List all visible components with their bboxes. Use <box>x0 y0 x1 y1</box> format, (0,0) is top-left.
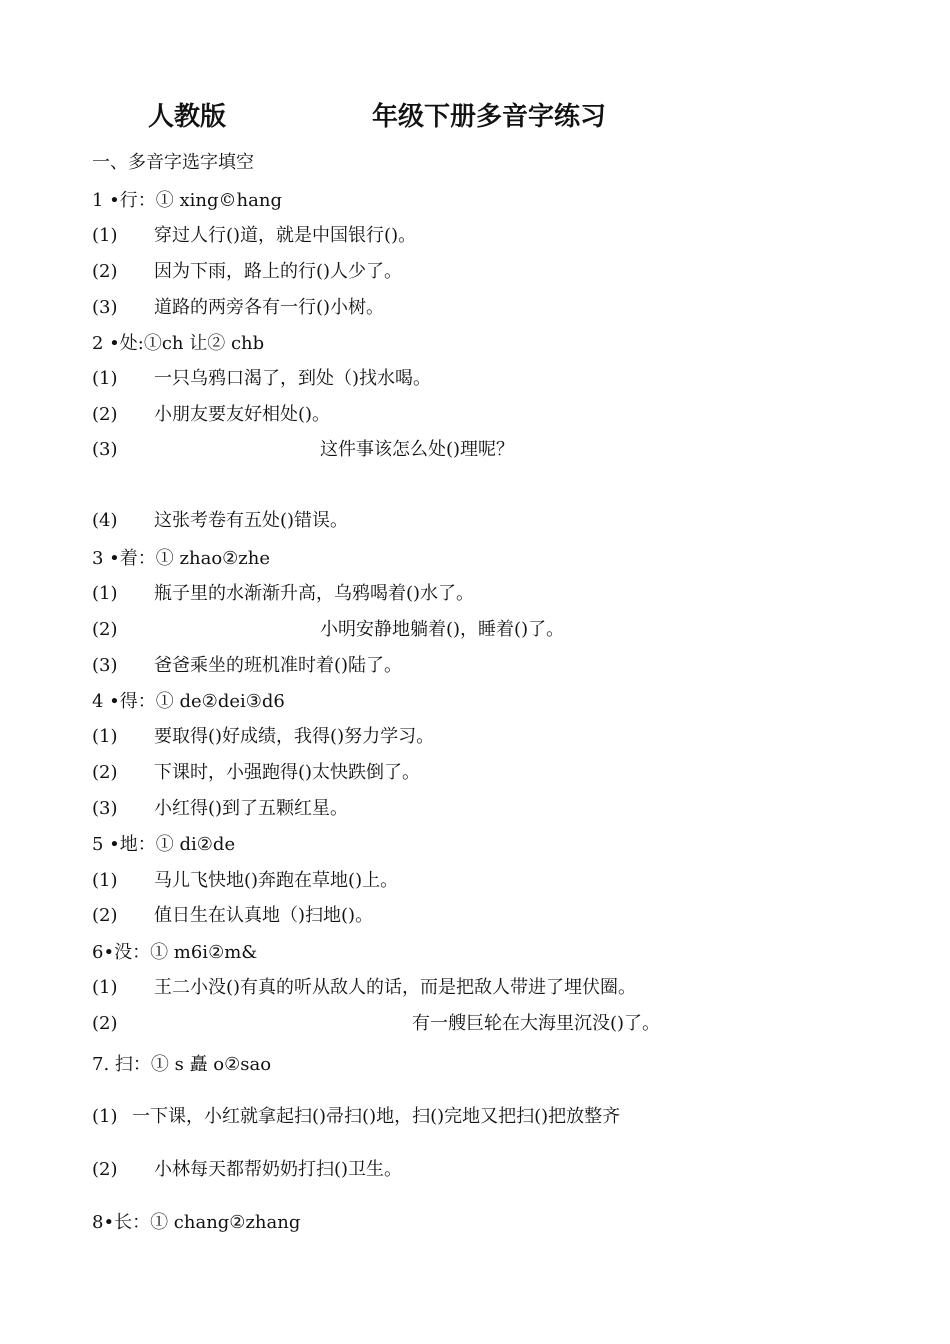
question-head-3: 3 •着：① zhao②zhe <box>92 548 271 569</box>
item-text: 要取得()好成绩，我得()努力学习。 <box>154 726 435 747</box>
item-text: 马儿飞快地()奔跑在草地()上。 <box>154 870 399 891</box>
question-item <box>92 367 431 391</box>
item-text: 穿过人行()道，就是中国银行()。 <box>154 225 417 246</box>
item-number: (1) <box>92 726 118 747</box>
question-item <box>92 296 384 320</box>
item-text: 道路的两旁各有一行()小树。 <box>154 297 385 318</box>
item-text: 王二小没()有真的听从敌人的话，而是把敌人带进了埋伏圈。 <box>154 977 637 998</box>
item-number: (1) <box>92 368 118 389</box>
item-number: (3) <box>92 798 118 819</box>
item-text: 小朋友要友好相处()。 <box>154 404 331 425</box>
item-text: 这件事该怎么处()理呢？ <box>320 439 515 460</box>
item-number: (3) <box>92 439 118 460</box>
item-text: 这张考卷有五处()错误。 <box>154 510 349 531</box>
item-number: (2) <box>92 619 118 640</box>
item-number: (1) <box>92 583 118 604</box>
item-number: (4) <box>92 510 118 531</box>
question-item <box>92 582 474 606</box>
item-number: (2) <box>92 1013 118 1034</box>
question-item <box>92 509 348 533</box>
question-item <box>92 725 434 749</box>
section-heading: 一、多音字选字填空 <box>92 152 254 173</box>
question-item <box>92 1012 660 1036</box>
item-number: (1) <box>92 225 118 246</box>
question-head-7: 7. 扫：① s 矗 o②sao <box>92 1054 272 1075</box>
question-head-8: 8•长：① chang②zhang <box>92 1212 301 1233</box>
item-number: (1) <box>92 1106 118 1127</box>
question-item <box>92 618 564 642</box>
title-publisher: 人教版 <box>148 102 227 132</box>
item-number: (2) <box>92 261 118 282</box>
item-number: (2) <box>92 762 118 783</box>
item-text: 瓶子里的水渐渐升高，乌鸦喝着()水了。 <box>154 583 475 604</box>
item-text: 一下课，小红就拿起扫()帚扫()地，扫()完地又把扫()把放整齐 <box>132 1106 621 1127</box>
question-head-5: 5 •地：① di②de <box>92 834 236 855</box>
question-head-6: 6•没：① m6i②m& <box>92 942 258 963</box>
item-number: (2) <box>92 404 118 425</box>
item-text: 有一艘巨轮在大海里沉没()了。 <box>412 1013 661 1034</box>
question-item <box>92 438 514 462</box>
question-item <box>92 654 402 678</box>
item-number: (2) <box>92 905 118 926</box>
question-item <box>92 761 420 785</box>
item-number: (1) <box>92 870 118 891</box>
question-item <box>92 1158 402 1182</box>
question-head-4: 4 •得：① de②dei③d6 <box>92 691 285 712</box>
item-text: 一只乌鸦口渴了，到处（)找水喝。 <box>154 368 432 389</box>
item-text: 因为下雨，路上的行()人少了。 <box>154 261 403 282</box>
question-head-1: 1 •行：① xing©hang <box>92 190 282 211</box>
item-number: (1) <box>92 977 118 998</box>
item-number: (3) <box>92 297 118 318</box>
item-text: 爸爸乘坐的班机准时着()陆了。 <box>154 655 403 676</box>
item-text: 下课时，小强跑得()太快跌倒了。 <box>154 762 421 783</box>
item-text: 小林每天都帮奶奶打扫()卫生。 <box>154 1159 403 1180</box>
item-text: 小明安静地躺着()，睡着()了。 <box>320 619 565 640</box>
question-item <box>92 797 348 821</box>
question-item <box>92 260 402 284</box>
question-item <box>92 224 416 248</box>
question-item <box>92 403 330 427</box>
question-item <box>92 869 398 893</box>
question-item <box>92 904 373 928</box>
question-item <box>92 1105 620 1129</box>
title-main: 年级下册多音字练习 <box>372 102 607 132</box>
question-head-2: 2 •处:①ch 让② chb <box>92 333 265 354</box>
item-number: (2) <box>92 1159 118 1180</box>
item-number: (3) <box>92 655 118 676</box>
item-text: 值日生在认真地（)扫地()。 <box>154 905 374 926</box>
question-item <box>92 976 636 1000</box>
item-text: 小红得()到了五颗红星。 <box>154 798 349 819</box>
